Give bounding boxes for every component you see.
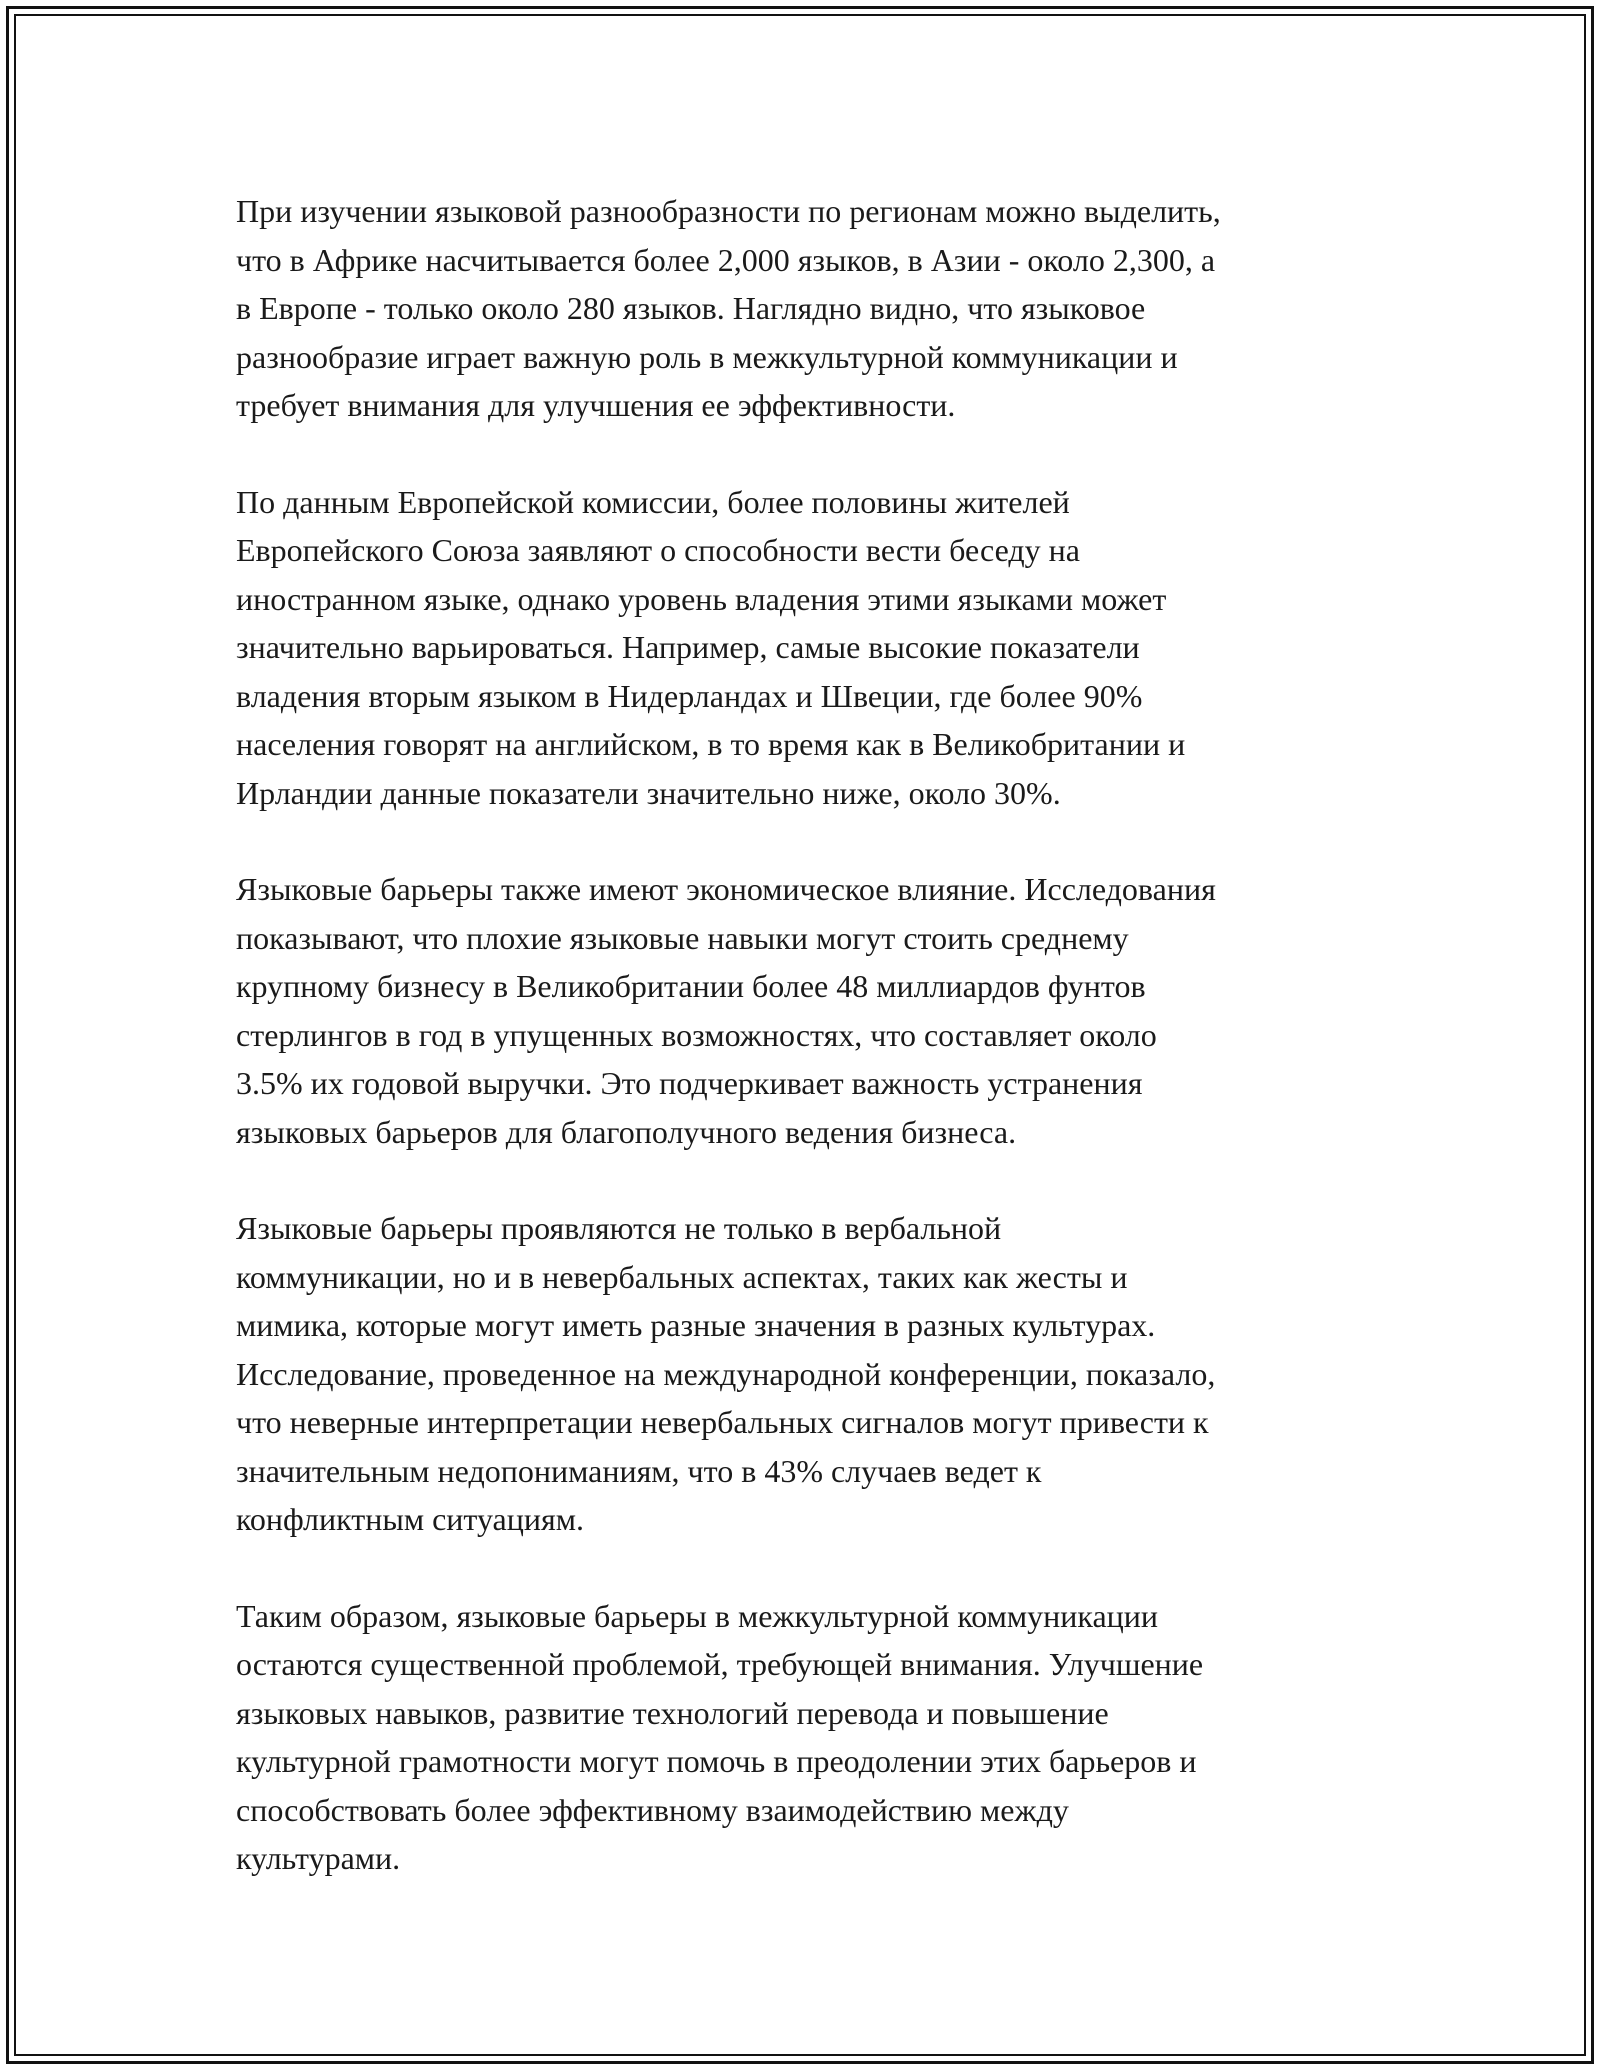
paragraph-conclusion: Таким образом, языковые барьеры в межкультурной коммуникации остаются существенной проблемой, требующей внимания. Улучшение языковых навыков, развитие технологий перевода и повышение культурной грамотности могут помочь в преодолении этих барьеров и способствовать более эффективному взаимодействию между культурами.: [236, 1597, 1204, 1876]
paragraph-nonverbal-barriers: Языковые барьеры проявляются не только в вербальной коммуникации, но и в невербальных аспектах, таких как жесты и мимика, которые могут иметь разные значения в разных культурах. Исследование, проведенное на международной конференции, показало, что неверные интерпретации невербальных сигналов могут привести к значительным недопониманиям, что в 43% случаев ведет к конфликтным ситуациям.: [236, 1210, 1216, 1537]
document-body: [236, 187, 1376, 1931]
paragraph-economic-impact: Языковые барьеры также имеют экономическое влияние. Исследования показывают, что плохие языковые навыки могут стоить среднему крупному бизнесу в Великобритании более 48 миллиардов фунтов стерлингов в год в упущенных возможностях, что составляет около 3.5% их годовой выручки. Это подчеркивает важность устранения языковых барьеров для благополучного ведения бизнеса.: [236, 871, 1216, 1150]
paragraph-european-commission: По данным Европейской комиссии, более половины жителей Европейского Союза заявляют о способности вести беседу на иностранном языке, однако уровень владения этими языками может значительно варьироваться. Например, самые высокие показатели владения вторым языком в Нидерландах и Швеции, где более 90% населения говорят на английском, в то время как в Великобритании и Ирландии данные показатели значительно ниже, около 30%.: [236, 483, 1186, 811]
paragraph-language-diversity: При изучении языковой разнообразности по регионам можно выделить, что в Африке насчитывается более 2,000 языков, в Азии - около 2,300, а в Европе - только около 280 языков. Наглядно видно, что языковое разнообразие играет важную роль в межкультурной коммуникации и требует внимания для улучшения ее эффективности.: [236, 193, 1221, 423]
